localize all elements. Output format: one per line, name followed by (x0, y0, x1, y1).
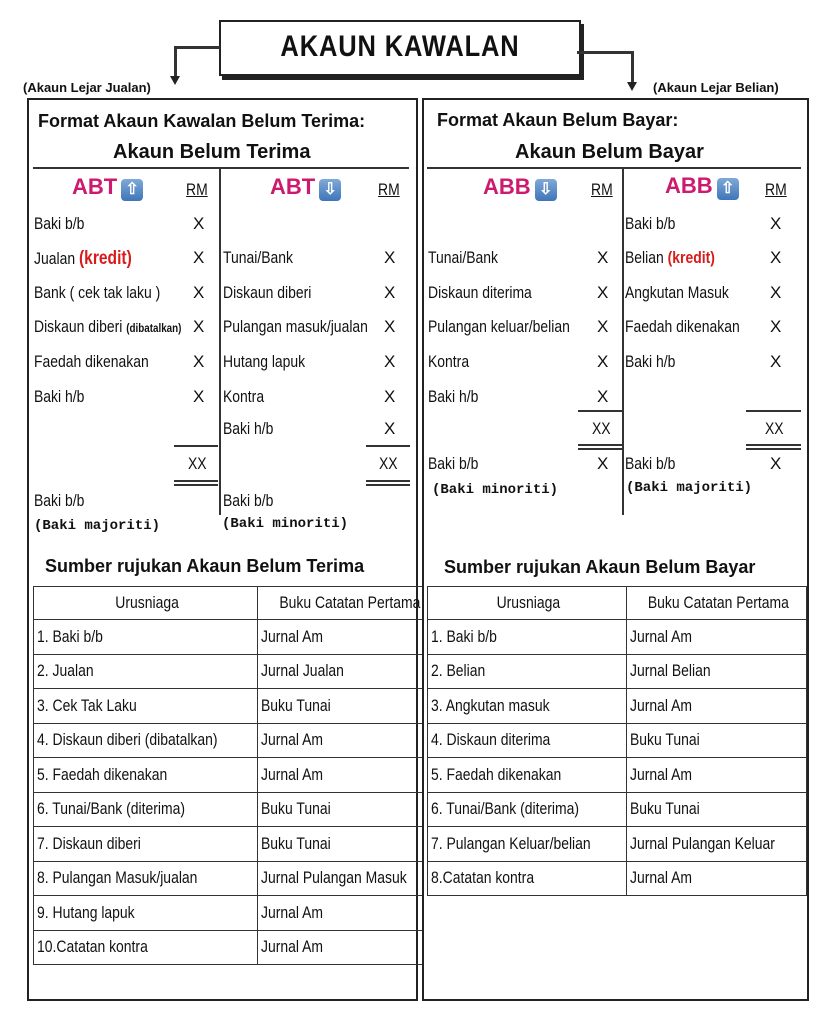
table-cell: 8.Catatan kontra (428, 861, 627, 896)
page-title: AKAUN KAWALAN (280, 30, 520, 63)
table-row (428, 792, 807, 827)
table-row (428, 620, 807, 655)
table-cell: Jurnal Am (258, 758, 440, 793)
right-credit-note: (Baki majoriti) (626, 480, 753, 496)
double-line (578, 444, 622, 446)
amount-x: X (384, 387, 396, 406)
arrow-right-head (627, 82, 637, 91)
amount-x: X (597, 387, 609, 406)
amount-x: X (597, 317, 609, 336)
table-cell: 10.Catatan kontra (34, 930, 258, 965)
right-debit-row: Pulangan keluar/belian (428, 317, 570, 336)
table-cell: 5. Faedah dikenakan (34, 758, 258, 793)
connector-right (577, 51, 633, 54)
left-debit-row: Bank ( cek tak laku ) (34, 283, 161, 302)
title-box (219, 20, 581, 76)
kredit-label: (kredit) (78, 248, 132, 269)
right-format-title: Format Akaun Belum Bayar: (437, 110, 679, 130)
table-cell: Jurnal Am (258, 896, 440, 931)
double-line (174, 484, 218, 486)
amount-xx: XX (379, 454, 398, 473)
right-credit-row-label: Belian (625, 248, 664, 267)
left-t-top (33, 167, 409, 169)
left-debit-bottom: Baki b/b (34, 491, 85, 510)
table-cell: 7. Diskaun diberi (34, 827, 258, 862)
left-debit-row (34, 317, 181, 337)
left-ref-title: Sumber rujukan Akaun Belum Terima (45, 556, 365, 576)
table-row (34, 620, 440, 655)
table-cell: Jurnal Am (258, 620, 440, 655)
column-header: Buku Catatan Pertama (626, 587, 807, 620)
left-debit-row-label: Jualan (34, 249, 76, 268)
amount-x: X (384, 317, 396, 336)
left-account-title: Akaun Belum Terima (113, 141, 311, 163)
double-line (366, 480, 410, 482)
amount-x: X (597, 454, 609, 473)
table-row (34, 861, 440, 896)
table-row (34, 758, 440, 793)
table-cell: 4. Diskaun diberi (dibatalkan) (34, 723, 258, 758)
left-credit-note: (Baki minoriti) (222, 516, 349, 532)
table-cell: 5. Faedah dikenakan (428, 758, 627, 793)
right-debit-row: Diskaun diterima (428, 283, 532, 302)
right-credit-rm: RM (765, 180, 787, 199)
table-cell: 4. Diskaun diterima (428, 723, 627, 758)
right-caption: (Akaun Lejar Belian) (653, 80, 779, 95)
table-cell: 6. Tunai/Bank (diterima) (428, 792, 627, 827)
amount-xx: XX (592, 419, 611, 438)
table-cell: Jurnal Am (626, 620, 807, 655)
left-format-title: Format Akaun Kawalan Belum Terima: (38, 111, 366, 131)
arrow-down-icon: ⇩ (535, 179, 557, 201)
right-credit-head-label: ABB (665, 173, 713, 198)
right-debit-row: Kontra (428, 352, 470, 371)
table-row (34, 896, 440, 931)
table-cell: Jurnal Am (258, 723, 440, 758)
right-ref-title: Sumber rujukan Akaun Belum Bayar (444, 557, 756, 577)
table-row (428, 827, 807, 862)
right-t-top (427, 167, 801, 169)
left-debit-rm: RM (186, 180, 208, 199)
right-ref-table (427, 586, 807, 896)
kredit-label: (kredit) (667, 248, 715, 267)
table-cell: 9. Hutang lapuk (34, 896, 258, 931)
total-line (174, 445, 218, 447)
dibatalkan-label: (dibatalkan) (126, 321, 182, 335)
right-account-title: Akaun Belum Bayar (515, 141, 704, 163)
left-t-mid (219, 167, 221, 515)
table-cell: 2. Belian (428, 654, 627, 689)
right-debit-row: Tunai/Bank (428, 248, 499, 267)
table-cell: 2. Jualan (34, 654, 258, 689)
amount-x: X (193, 352, 205, 371)
double-line (366, 484, 410, 486)
column-header: Urusniaga (428, 587, 627, 620)
left-debit-note: (Baki majoriti) (34, 518, 161, 534)
table-cell: Jurnal Pulangan Masuk (258, 861, 440, 896)
amount-x: X (193, 283, 205, 302)
table-row (34, 792, 440, 827)
total-line (746, 410, 801, 412)
table-cell: 1. Baki b/b (428, 620, 627, 655)
column-header: Urusniaga (34, 587, 258, 620)
left-caption: (Akaun Lejar Jualan) (23, 80, 151, 95)
amount-x: X (770, 454, 782, 473)
table-cell: 8. Pulangan Masuk/jualan (34, 861, 258, 896)
table-row (428, 654, 807, 689)
right-credit-bottom: Baki b/b (625, 454, 676, 473)
table-cell: Jurnal Pulangan Keluar (626, 827, 807, 862)
table-cell: 7. Pulangan Keluar/belian (428, 827, 627, 862)
amount-x: X (770, 352, 782, 371)
connector-left (174, 46, 220, 49)
table-cell: 3. Cek Tak Laku (34, 689, 258, 724)
column-header: Buku Catatan Pertama (258, 587, 440, 620)
table-cell: Jurnal Am (258, 930, 440, 965)
right-debit-head (483, 174, 557, 201)
amount-x: X (597, 283, 609, 302)
table-cell: Jurnal Jualan (258, 654, 440, 689)
table-cell: 1. Baki b/b (34, 620, 258, 655)
right-debit-head-label: ABB (483, 174, 531, 199)
left-debit-head-label: ABT (72, 174, 118, 199)
right-credit-row: Baki h/b (625, 352, 676, 371)
arrow-up-icon: ⇧ (121, 179, 143, 201)
table-cell: Buku Tunai (626, 792, 807, 827)
table-row (428, 723, 807, 758)
table-cell: Jurnal Belian (626, 654, 807, 689)
amount-xx: XX (188, 454, 207, 473)
amount-x: X (193, 248, 205, 267)
left-credit-row: Hutang lapuk (223, 352, 306, 371)
left-debit-row: Baki b/b (34, 214, 85, 233)
right-credit-head (665, 173, 739, 200)
table-row (428, 758, 807, 793)
amount-x: X (597, 352, 609, 371)
right-credit-row (625, 248, 715, 268)
table-cell: Buku Tunai (626, 723, 807, 758)
double-line (746, 448, 801, 450)
double-line (174, 480, 218, 482)
connector-left-down (174, 46, 177, 80)
amount-x: X (193, 214, 205, 233)
left-credit-row: Pulangan masuk/jualan (223, 317, 368, 336)
left-debit-row: Faedah dikenakan (34, 352, 149, 371)
table-cell: 3. Angkutan masuk (428, 689, 627, 724)
left-ref-table (33, 586, 440, 965)
right-debit-row: Baki h/b (428, 387, 479, 406)
arrow-left-head (170, 76, 180, 85)
right-debit-note: (Baki minoriti) (432, 482, 559, 498)
amount-x: X (384, 283, 396, 302)
right-credit-row: Faedah dikenakan (625, 317, 740, 336)
table-row (34, 689, 440, 724)
amount-x: X (384, 352, 396, 371)
amount-x: X (384, 248, 396, 267)
left-debit-row: Baki h/b (34, 387, 85, 406)
total-line (366, 445, 410, 447)
left-credit-row: Baki h/b (223, 419, 274, 438)
left-credit-head-label: ABT (270, 174, 316, 199)
table-header-row (428, 587, 807, 620)
left-debit-row-label: Diskaun diberi (34, 317, 123, 336)
right-debit-rm: RM (591, 180, 613, 199)
right-t-mid (622, 167, 624, 515)
arrow-down-icon: ⇩ (319, 179, 341, 201)
left-credit-row: Diskaun diberi (223, 283, 312, 302)
table-cell: Buku Tunai (258, 792, 440, 827)
table-row (34, 827, 440, 862)
table-cell: Jurnal Am (626, 758, 807, 793)
right-credit-row: Angkutan Masuk (625, 283, 729, 302)
table-header-row (34, 587, 440, 620)
table-row (428, 689, 807, 724)
double-line (746, 444, 801, 446)
double-line (578, 448, 622, 450)
amount-x: X (597, 248, 609, 267)
table-row (428, 861, 807, 896)
table-row (34, 930, 440, 965)
amount-x: X (770, 248, 782, 267)
left-credit-head (270, 174, 341, 201)
table-cell: Buku Tunai (258, 827, 440, 862)
left-debit-row (34, 248, 132, 270)
table-cell: Buku Tunai (258, 689, 440, 724)
left-credit-rm: RM (378, 180, 400, 199)
total-line (578, 410, 622, 412)
amount-x: X (770, 214, 782, 233)
amount-x: X (193, 387, 205, 406)
connector-right-down (631, 51, 634, 84)
table-cell: Jurnal Am (626, 689, 807, 724)
amount-x: X (193, 317, 205, 336)
right-credit-row: Baki b/b (625, 214, 676, 233)
table-cell: Jurnal Am (626, 861, 807, 896)
table-row (34, 723, 440, 758)
amount-x: X (770, 317, 782, 336)
amount-xx: XX (765, 419, 784, 438)
right-debit-bottom: Baki b/b (428, 454, 479, 473)
left-debit-head (72, 174, 143, 201)
table-cell: 6. Tunai/Bank (diterima) (34, 792, 258, 827)
left-credit-bottom: Baki b/b (223, 491, 274, 510)
left-credit-row: Tunai/Bank (223, 248, 294, 267)
amount-x: X (384, 419, 396, 438)
arrow-up-icon: ⇧ (717, 178, 739, 200)
amount-x: X (770, 283, 782, 302)
left-credit-row: Kontra (223, 387, 265, 406)
table-row (34, 654, 440, 689)
